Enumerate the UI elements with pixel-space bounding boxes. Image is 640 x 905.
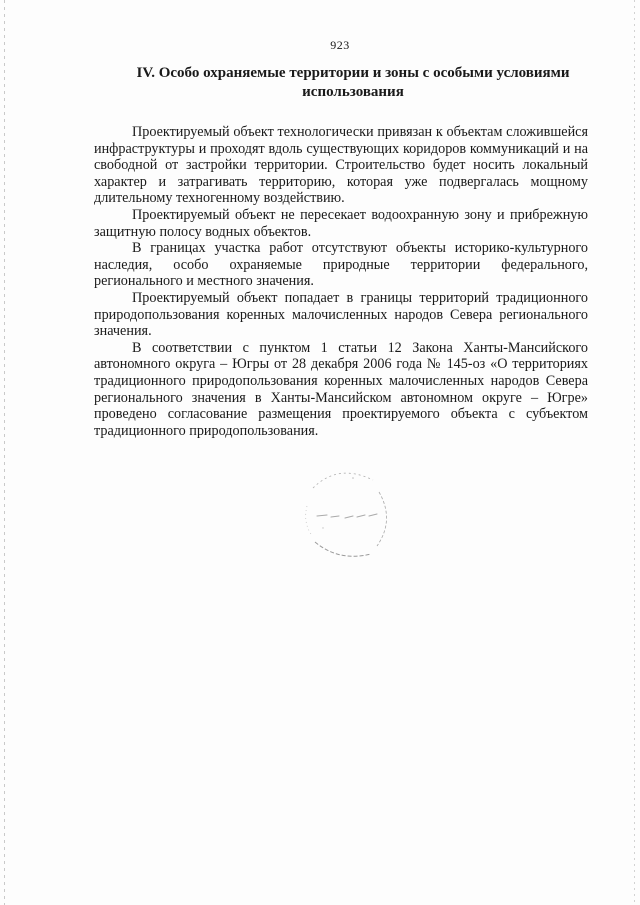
paragraph-3: В границах участка работ отсутствуют объекты историко-культурного наследия, особо охраняемые природные территории федерального, регионального и местного значения. xyxy=(94,240,588,290)
faint-stamp-seal xyxy=(293,458,403,568)
paragraph-1: Проектируемый объект технологически привязан к объектам сложившейся инфраструктуры и проходят вдоль существующих коридоров коммуникаций и на свободной от застройки территории. Строительство будет носить локальный характер и затрагивать территорию, которая уже подвергалась мощному длительному техногенному воздействию. xyxy=(94,124,588,207)
paragraph-5: В соответствии с пунктом 1 статьи 12 Закона Ханты-Мансийского автономного округа – Югры от 28 декабря 2006 года № 145-оз «О территориях традиционного природопользования коренных малочисленных народов Севера регионального значения в Ханты-Мансийском автономном округе – Югре» проведено согласование размещения проектируемого объекта с субъектом традиционного природопользования. xyxy=(94,339,588,439)
body-text xyxy=(94,124,588,439)
paragraph-4: Проектируемый объект попадает в границы территорий традиционного природопользования коренных малочисленных народов Севера регионального значения. xyxy=(94,289,588,340)
page-number: 923 xyxy=(330,38,350,52)
paragraph-2: Проектируемый объект не пересекает водоохранную зону и прибрежную защитную полосу водных объектов. xyxy=(94,206,588,240)
scan-edge-left xyxy=(4,0,5,905)
scan-edge-right xyxy=(634,0,635,905)
section-title: IV. Особо охраняемые территории и зоны с особыми условиями использования xyxy=(136,65,570,100)
